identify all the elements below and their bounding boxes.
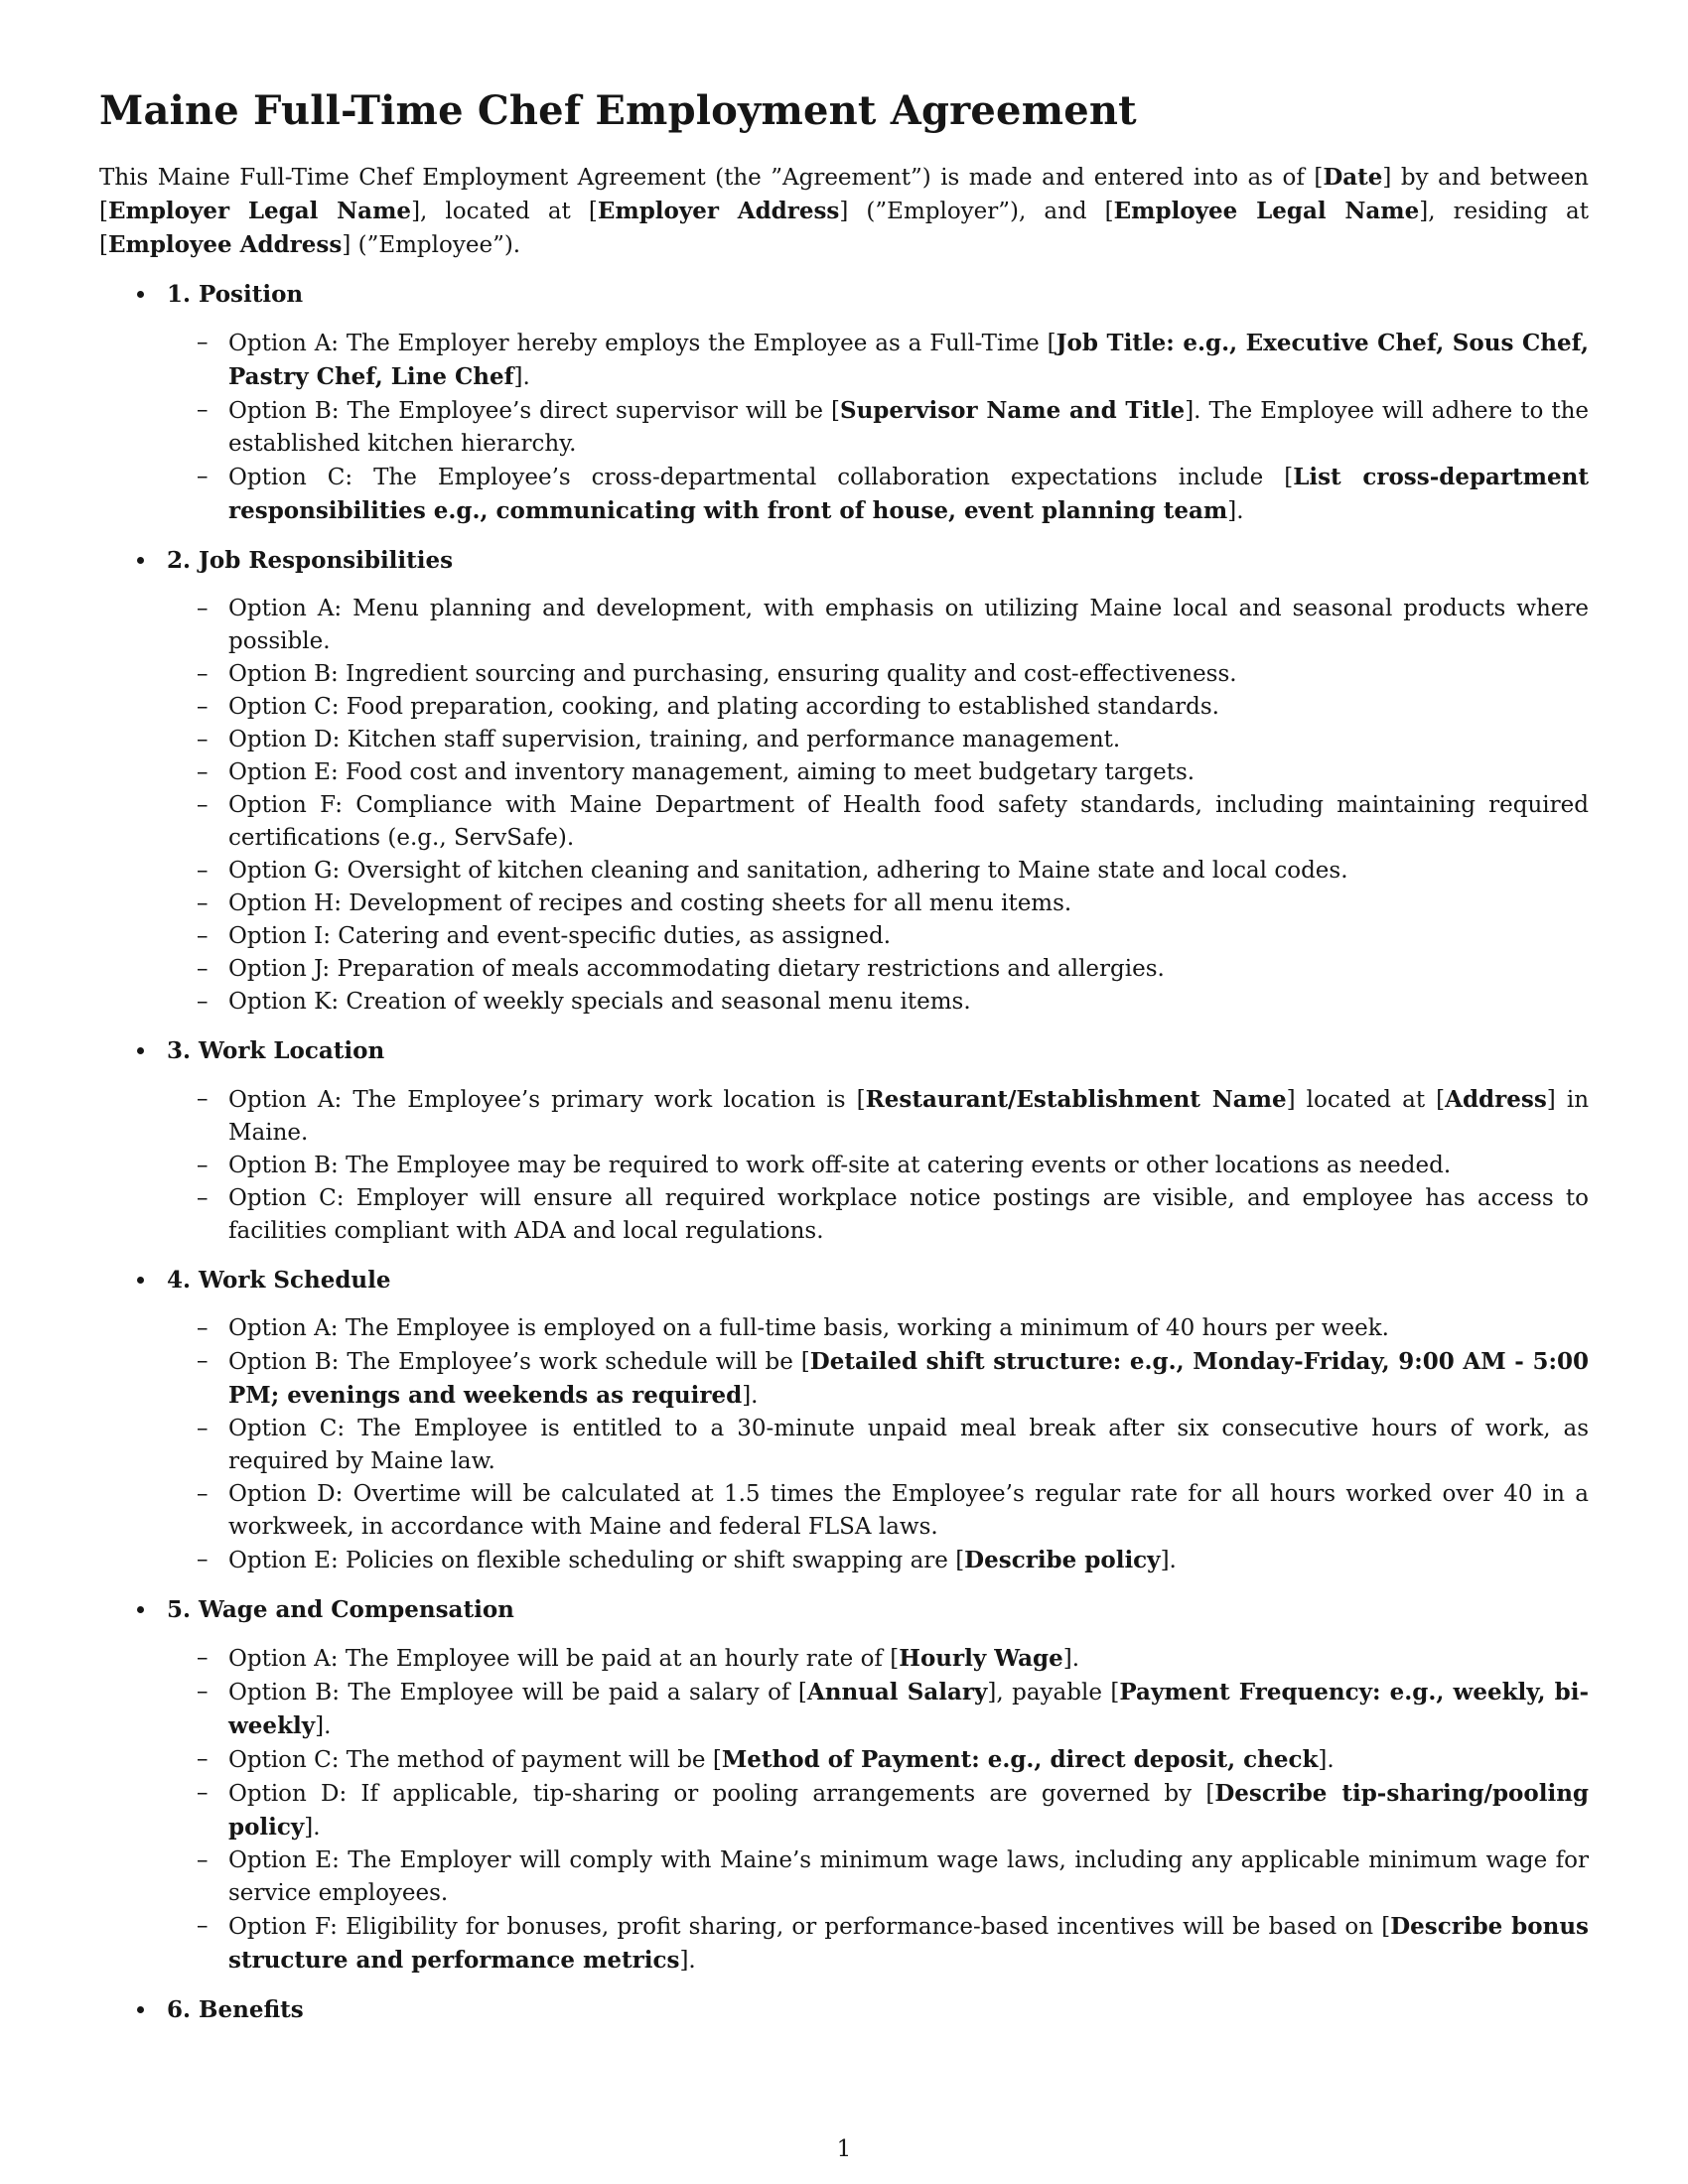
section-item xyxy=(99,544,1589,1019)
placeholder-field: Employee Address xyxy=(107,231,343,258)
text-run: ], located at [ xyxy=(411,199,598,224)
dash-icon: – xyxy=(197,330,209,355)
text-run: ] (”Employer”), and [ xyxy=(839,199,1114,224)
dash-icon: – xyxy=(197,1679,209,1705)
text-run: Option C: Food preparation, cooking, and plating according to established standards. xyxy=(228,694,1219,720)
text-run: ]. xyxy=(1160,1548,1177,1573)
placeholder-field: Supervisor Name and Title xyxy=(839,397,1186,424)
option-text xyxy=(228,1914,1589,1974)
text-run: Option J: Preparation of meals accommodating dietary restrictions and allergies. xyxy=(228,956,1165,982)
text-run: Option E: The Employer will comply with Maine’s minimum wage laws, including any applicable minimum wage for service employees. xyxy=(228,1847,1589,1906)
text-run: Option B: Ingredient sourcing and purchasing, ensuring quality and cost-effectiveness. xyxy=(228,661,1237,687)
text-run: Option D: Overtime will be calculated at 1.5 times the Employee’s regular rate for all hours worked over 40 in a workweek, in accordance with Maine and federal FLSA laws. xyxy=(228,1481,1589,1540)
option-item xyxy=(167,691,1589,724)
option-list xyxy=(167,1312,1589,1577)
dash-icon: – xyxy=(197,1185,209,1211)
placeholder-field: Describe tip-sharing/pooling policy xyxy=(228,1780,1589,1841)
dash-icon: – xyxy=(197,464,209,489)
bullet-icon xyxy=(137,1047,144,1054)
dash-icon: – xyxy=(197,596,209,621)
document-body xyxy=(99,87,1589,2042)
text-run: Option B: The Employee will be paid a salary of [ xyxy=(228,1680,807,1706)
option-list xyxy=(167,1642,1589,1978)
dash-icon: – xyxy=(197,1746,209,1772)
option-text xyxy=(228,1315,1389,1341)
bullet-icon xyxy=(137,2006,144,2013)
option-text xyxy=(228,465,1589,524)
text-run: Option A: Menu planning and development, with emphasis on utilizing Maine local and seasonal products where possible. xyxy=(228,596,1589,654)
text-run: ]. The Employee will adhere to the established kitchen hierarchy. xyxy=(228,398,1589,457)
option-text xyxy=(228,1416,1589,1474)
placeholder-field: Date xyxy=(1323,164,1383,191)
dash-icon: – xyxy=(197,694,209,720)
section-item xyxy=(99,1593,1589,1978)
dash-icon: – xyxy=(197,1547,209,1572)
option-text xyxy=(228,398,1589,457)
placeholder-field: Annual Salary xyxy=(806,1679,988,1706)
option-item xyxy=(167,756,1589,789)
intro-paragraph xyxy=(99,161,1589,262)
option-text xyxy=(228,727,1120,752)
text-run: Option B: The Employee may be required to work off-site at catering events or other locations as needed. xyxy=(228,1153,1452,1178)
text-run: Option H: Development of recipes and costing sheets for all menu items. xyxy=(228,890,1072,916)
dash-icon: – xyxy=(197,1847,209,1873)
placeholder-field: Detailed shift structure: e.g., Monday-Friday, 9:00 AM - 5:00 PM; evenings and weekends as required xyxy=(228,1348,1589,1409)
dash-icon: – xyxy=(197,1416,209,1441)
section-title: 4. Work Schedule xyxy=(167,1267,391,1294)
option-text xyxy=(228,956,1165,982)
text-run: ], residing at [ xyxy=(99,199,1589,258)
section-item xyxy=(99,1993,1589,2026)
option-item xyxy=(167,1345,1589,1413)
placeholder-field: Employer Address xyxy=(597,198,840,224)
text-run: ]. xyxy=(742,1383,759,1409)
section-title: 2. Job Responsibilities xyxy=(167,547,454,574)
option-item xyxy=(167,1182,1589,1248)
dash-icon: – xyxy=(197,661,209,687)
section-list xyxy=(99,278,1589,2026)
dash-icon: – xyxy=(197,1780,209,1806)
dash-icon: – xyxy=(197,1645,209,1671)
placeholder-field: Job Title: e.g., Executive Chef, Sous Chef, Pastry Chef, Line Chef xyxy=(228,330,1590,390)
dash-icon: – xyxy=(197,727,209,752)
dash-icon: – xyxy=(197,989,209,1015)
option-item xyxy=(167,887,1589,920)
text-run: Option D: If applicable, tip-sharing or pooling arrangements are governed by [ xyxy=(228,1781,1215,1807)
section-title: 5. Wage and Compensation xyxy=(167,1596,514,1623)
text-run: Option A: The Employee is employed on a full-time basis, working a minimum of 40 hours per week. xyxy=(228,1315,1389,1341)
section-item xyxy=(99,278,1589,528)
option-text xyxy=(228,923,891,949)
text-run: Option C: The method of payment will be [ xyxy=(228,1747,722,1773)
placeholder-field: List cross-department responsibilities e.g., communicating with front of house, event planning team xyxy=(228,464,1589,524)
page-number: 1 xyxy=(836,2136,852,2162)
option-item xyxy=(167,394,1589,461)
text-run: Option A: The Employer hereby employs the Employee as a Full-Time [ xyxy=(228,331,1056,356)
text-run: Option D: Kitchen staff supervision, training, and performance management. xyxy=(228,727,1121,752)
option-item xyxy=(167,1544,1589,1577)
text-run: ]. xyxy=(679,1948,696,1974)
text-run: Option E: Food cost and inventory management, aiming to meet budgetary targets. xyxy=(228,759,1196,785)
option-text xyxy=(228,661,1237,687)
option-item xyxy=(167,327,1589,394)
option-list xyxy=(167,1083,1589,1248)
placeholder-field: Describe policy xyxy=(964,1547,1161,1573)
bullet-icon xyxy=(137,1606,144,1613)
option-text xyxy=(228,1680,1589,1739)
placeholder-field: Method of Payment: e.g., direct deposit, check xyxy=(721,1746,1319,1773)
dash-icon: – xyxy=(197,858,209,884)
section-item xyxy=(99,1034,1589,1248)
option-item xyxy=(167,1743,1589,1777)
text-run: ]. xyxy=(1318,1747,1335,1773)
option-text xyxy=(228,1153,1451,1178)
option-item xyxy=(167,1150,1589,1182)
option-text xyxy=(228,1646,1079,1672)
option-text xyxy=(228,1185,1589,1244)
option-text xyxy=(228,1781,1589,1841)
option-text xyxy=(228,858,1348,884)
text-run: ]. xyxy=(315,1713,332,1739)
placeholder-field: Employer Legal Name xyxy=(107,198,412,224)
text-run: Option C: The Employee is entitled to a 30-minute unpaid meal break after six consecutive hours of work, as required by Maine law. xyxy=(228,1416,1589,1474)
option-text xyxy=(228,1481,1589,1540)
option-text xyxy=(228,1847,1589,1906)
dash-icon: – xyxy=(197,923,209,949)
text-run: ]. xyxy=(513,364,530,390)
text-run: Option K: Creation of weekly specials and seasonal menu items. xyxy=(228,989,971,1015)
dash-icon: – xyxy=(197,1913,209,1939)
placeholder-field: Payment Frequency: e.g., weekly, bi-weekly xyxy=(228,1679,1589,1739)
option-item xyxy=(167,593,1589,658)
text-run: Option A: The Employee will be paid at an hourly rate of [ xyxy=(228,1646,900,1672)
option-text xyxy=(228,1548,1177,1573)
option-list xyxy=(167,593,1589,1019)
text-run: This Maine Full-Time Chef Employment Agreement (the ”Agreement”) is made and entered into as of [ xyxy=(99,165,1324,191)
text-run: ] located at [ xyxy=(1286,1087,1446,1113)
option-item xyxy=(167,855,1589,887)
option-text xyxy=(228,596,1589,654)
option-item xyxy=(167,1777,1589,1844)
text-run: ] by and between [ xyxy=(99,165,1589,224)
option-item xyxy=(167,920,1589,953)
section-title: 6. Benefits xyxy=(167,1996,304,2023)
option-text xyxy=(228,1747,1335,1773)
option-text xyxy=(228,1087,1589,1146)
text-run: Option G: Oversight of kitchen cleaning and sanitation, adhering to Maine state and local codes. xyxy=(228,858,1348,884)
dash-icon: – xyxy=(197,956,209,982)
text-run: Option A: The Employee’s primary work location is [ xyxy=(228,1087,866,1113)
option-list xyxy=(167,327,1589,528)
option-text xyxy=(228,890,1071,916)
text-run: ] (”Employee”). xyxy=(342,232,521,258)
text-run: ]. xyxy=(304,1815,321,1841)
bullet-icon xyxy=(137,1277,144,1284)
text-run: ] in Maine. xyxy=(228,1087,1590,1146)
option-item xyxy=(167,724,1589,756)
option-item xyxy=(167,789,1589,855)
text-run: ]. xyxy=(1227,498,1244,524)
text-run: Option C: Employer will ensure all required workplace notice postings are visible, and employee has access to facilities compliant with ADA and local regulations. xyxy=(228,1185,1589,1244)
dash-icon: – xyxy=(197,1348,209,1374)
dash-icon: – xyxy=(197,792,209,818)
text-run: Option C: The Employee’s cross-departmental collaboration expectations include [ xyxy=(228,465,1294,490)
option-text xyxy=(228,792,1589,851)
section-title: 3. Work Location xyxy=(167,1037,385,1064)
option-item xyxy=(167,1676,1589,1743)
dash-icon: – xyxy=(197,1481,209,1507)
text-run: ]. xyxy=(1062,1646,1080,1672)
option-item xyxy=(167,1413,1589,1478)
placeholder-field: Employee Legal Name xyxy=(1113,198,1420,224)
option-text xyxy=(228,1349,1589,1409)
option-item xyxy=(167,1642,1589,1676)
text-run: Option E: Policies on flexible scheduling or shift swapping are [ xyxy=(228,1548,965,1573)
option-item xyxy=(167,1478,1589,1544)
option-text xyxy=(228,759,1195,785)
bullet-icon xyxy=(137,291,144,298)
option-text xyxy=(228,694,1219,720)
dash-icon: – xyxy=(197,890,209,916)
dash-icon: – xyxy=(197,1086,209,1112)
dash-icon: – xyxy=(197,397,209,423)
bullet-icon xyxy=(137,557,144,564)
option-item xyxy=(167,1844,1589,1910)
option-item xyxy=(167,1312,1589,1345)
dash-icon: – xyxy=(197,1153,209,1178)
text-run: Option B: The Employee’s direct supervisor will be [ xyxy=(228,398,840,424)
text-run: Option B: The Employee’s work schedule will be [ xyxy=(228,1349,810,1375)
option-item xyxy=(167,1083,1589,1150)
option-text xyxy=(228,989,971,1015)
section-title: 1. Position xyxy=(167,281,304,308)
text-run: Option F: Eligibility for bonuses, profit sharing, or performance-based incentives will be based on [ xyxy=(228,1914,1391,1940)
option-item xyxy=(167,1910,1589,1978)
option-item xyxy=(167,953,1589,986)
option-item xyxy=(167,986,1589,1019)
section-item xyxy=(99,1264,1589,1577)
document-title: Maine Full-Time Chef Employment Agreement xyxy=(99,87,1137,134)
option-item xyxy=(167,658,1589,691)
placeholder-field: Address xyxy=(1445,1086,1547,1113)
placeholder-field: Hourly Wage xyxy=(899,1645,1063,1672)
text-run: Option F: Compliance with Maine Department of Health food safety standards, including maintaining required certifications (e.g., ServSafe). xyxy=(228,792,1589,851)
text-run: ], payable [ xyxy=(987,1680,1120,1706)
option-item xyxy=(167,461,1589,528)
dash-icon: – xyxy=(197,1315,209,1341)
placeholder-field: Restaurant/Establishment Name xyxy=(865,1086,1287,1113)
dash-icon: – xyxy=(197,759,209,785)
placeholder-field: Describe bonus structure and performance metrics xyxy=(228,1913,1589,1974)
option-text xyxy=(228,331,1589,390)
text-run: Option I: Catering and event-specific duties, as assigned. xyxy=(228,923,892,949)
